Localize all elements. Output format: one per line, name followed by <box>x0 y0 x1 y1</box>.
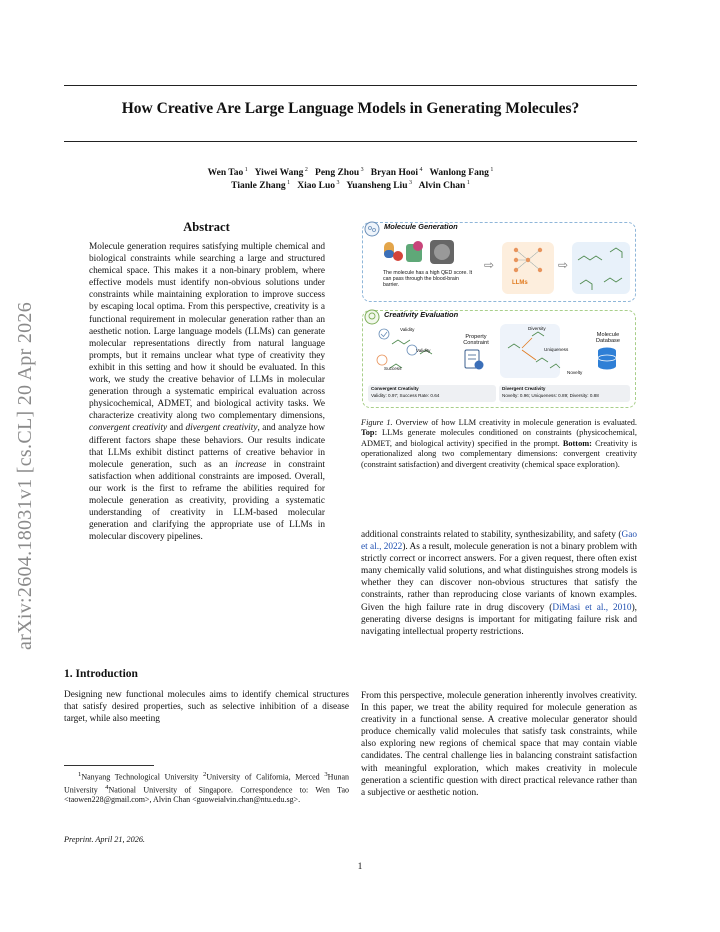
author-affiliation-mark: 1 <box>488 167 494 173</box>
lightbulb-icon <box>364 309 380 325</box>
author-affiliation-mark: 2 <box>303 167 308 173</box>
title-top-rule <box>64 85 637 86</box>
convergent-creativity-title: Convergent Creativity <box>371 386 419 391</box>
divergent-creativity-values: Novelty: 0.96; Uniqueness: 0.89; Diversity: 0.88 <box>502 393 599 398</box>
author-name: Xiao Luo <box>297 181 336 192</box>
author-name: Bryan Hooi <box>370 168 418 179</box>
preprint-date: Preprint. April 21, 2026. <box>64 835 145 844</box>
author-affiliation-mark: 3 <box>407 180 412 186</box>
footnote-rule <box>64 765 154 766</box>
paper-title: How Creative Are Large Language Models in Generating Molecules? <box>121 100 580 117</box>
validity-label: Validity <box>416 348 431 353</box>
molecule-database-label: Molecule Database <box>596 332 620 345</box>
document-check-icon <box>462 348 486 372</box>
database-icon <box>596 346 618 372</box>
author-affiliation-mark: 1 <box>285 180 291 186</box>
figure-1-caption: Figure 1. Overview of how LLM creativity in molecule generation is evaluated. Top: LLMs generate molecules conditioned on constraints (physicochemical, ADMET, and biological activity) specified in the prompt. Bottom: Creativity is operationalized along two complementary dimensions: convergent creativity (constraint satisfaction) and divergent creativity (chemical space exploration). <box>361 418 637 469</box>
divergence-icon <box>502 328 562 378</box>
generated-molecules-icon <box>574 244 628 292</box>
convergent-creativity-values: Validity: 0.97; Success Rate: 0.64 <box>371 393 440 398</box>
intro-paragraph-right-2: From this perspective, molecule generation inherently involves creativity. In this paper, we treat the ability required for molecule generation as creativity in a functional sense. A creative molecular generator should produce chemically valid molecules that satisfy task constraints, while also exploring new regions of chemical space that may contain viable candidates. The central challenge lies in balancing constraint satisfaction with meaningful exploration, which makes creativity in molecule generation a scientific question with direct practical relevance rather than a subjective or aesthetic notion. <box>361 691 637 798</box>
diversity-label: Diversity <box>528 326 546 331</box>
author-affiliation-mark: 4 <box>417 167 423 173</box>
title-bottom-rule <box>64 141 637 142</box>
molecule-generation-title: Molecule Generation <box>384 222 458 231</box>
prompt-text: The molecule has a high QED score. It can pass through the blood-brain barrier. <box>383 270 473 289</box>
success-label: Success <box>384 366 402 371</box>
novelty-label: Novelty <box>567 370 583 375</box>
divergent-creativity-title: Divergent Creativity <box>502 386 546 391</box>
creativity-evaluation-title: Creativity Evaluation <box>384 310 459 319</box>
llm-label: LLMs <box>512 280 528 286</box>
intro-paragraph-right-1: additional constraints related to stability, synthesizability, and safety (Gao et al., 2022). As a result, molecule generation is not a binary problem with strictly correct or incorrect answers. For a given request, there often exist many chemically valid solutions, and what distinguishes strong models is whether they can discover non-obvious structures that satisfy the constraints, rather than reproducing close variants of known examples. Given the high failure rate in drug discovery (DiMasi et al., 2010), generating diverse designs is important for mitigating failure risk and navigating intellectual property restrictions. <box>361 530 637 637</box>
author-name: Wen Tao <box>207 168 244 179</box>
author-line-1 <box>64 167 637 178</box>
abstract-heading: Abstract <box>183 220 230 234</box>
author-name: Tianle Zhang <box>231 181 286 192</box>
arrow-icon: ⇨ <box>558 258 569 272</box>
author-line-2 <box>64 180 637 191</box>
author-affiliation-mark: 3 <box>359 167 364 173</box>
author-affiliation-mark: 1 <box>243 167 248 173</box>
affiliation-footnote: $^1$Nanyang Technological University $^2$University of California, Merced $^3$Hunan University $^4$National University of Singapore. Correspondence to: Wen Tao <taowen228@gmail.com>, Alvin Chan <guoweialvin.chan@ntu.edu.sg>. <box>64 771 349 805</box>
uniqueness-label: Uniqueness <box>544 347 569 352</box>
arxiv-identifier: arXiv:2604.18031v1 [cs.CL] 20 Apr 2026 <box>14 301 36 650</box>
citation-link[interactable]: Gao et al., 2022 <box>361 530 637 553</box>
author-name: Yiwei Wang <box>254 168 304 179</box>
arrow-icon: ⇨ <box>484 258 495 272</box>
author-affiliation-mark: 3 <box>335 180 340 186</box>
author-name: Alvin Chan <box>418 181 466 192</box>
page-number: 1 <box>357 862 363 872</box>
property-constraint-label: Property Constraint <box>463 334 489 347</box>
constraint-icons <box>382 236 470 266</box>
intro-paragraph-left: Designing new functional molecules aims to identify chemical structures that satisfy desired properties, such as selective inhibition of a disease target, while also meeting <box>64 690 349 725</box>
citation-link[interactable]: DiMasi et al., 2010 <box>552 602 632 613</box>
neural-net-icon <box>512 244 544 276</box>
molecule-generation-icon <box>364 221 380 237</box>
section-heading-introduction: 1. Introduction <box>64 668 138 680</box>
author-name: Yuansheng Liu <box>346 181 408 192</box>
author-name: Wanlong Fang <box>429 168 489 179</box>
author-affiliation-mark: 1 <box>465 180 470 186</box>
abstract-text: Molecule generation requires satisfying multiple chemical and biological constraints while searching a large and structured chemical space. This makes it a non-binary problem, where effective models must identify non-obvious solutions under constraints while maintaining exploration to improve success by escaping local optima. From this perspective, creativity is a functional requirement in molecular generation rather than an aesthetic notion. Large language models (LLMs) can generate molecular representations directly from natural language prompts, but it remains unclear what type of creativity they exhibit in this setting and how it should be evaluated. In this work, we study the creative behavior of LLMs in molecular generation through a systematic empirical evaluation across physicochemical, ADMET, and biological activity tasks. We characterize creativity along two complementary dimensions, convergent creativity and divergent creativity, and analyze how different factors shape these behaviors. Our results indicate that LLMs exhibit distinct patterns of creative behavior in molecule generation, such as an increase in constraint satisfaction when additional constraints are imposed. Overall, our work is the first to reframe the abilities required for molecule generation as creativity, providing a systematic understanding of creativity in LLM-based molecular generation and clarifying the appropriate use of LLMs in molecular discovery pipelines. <box>89 242 325 543</box>
author-name: Peng Zhou <box>315 168 360 179</box>
validity-label: Validity <box>400 327 415 332</box>
figure-1 <box>360 220 638 410</box>
